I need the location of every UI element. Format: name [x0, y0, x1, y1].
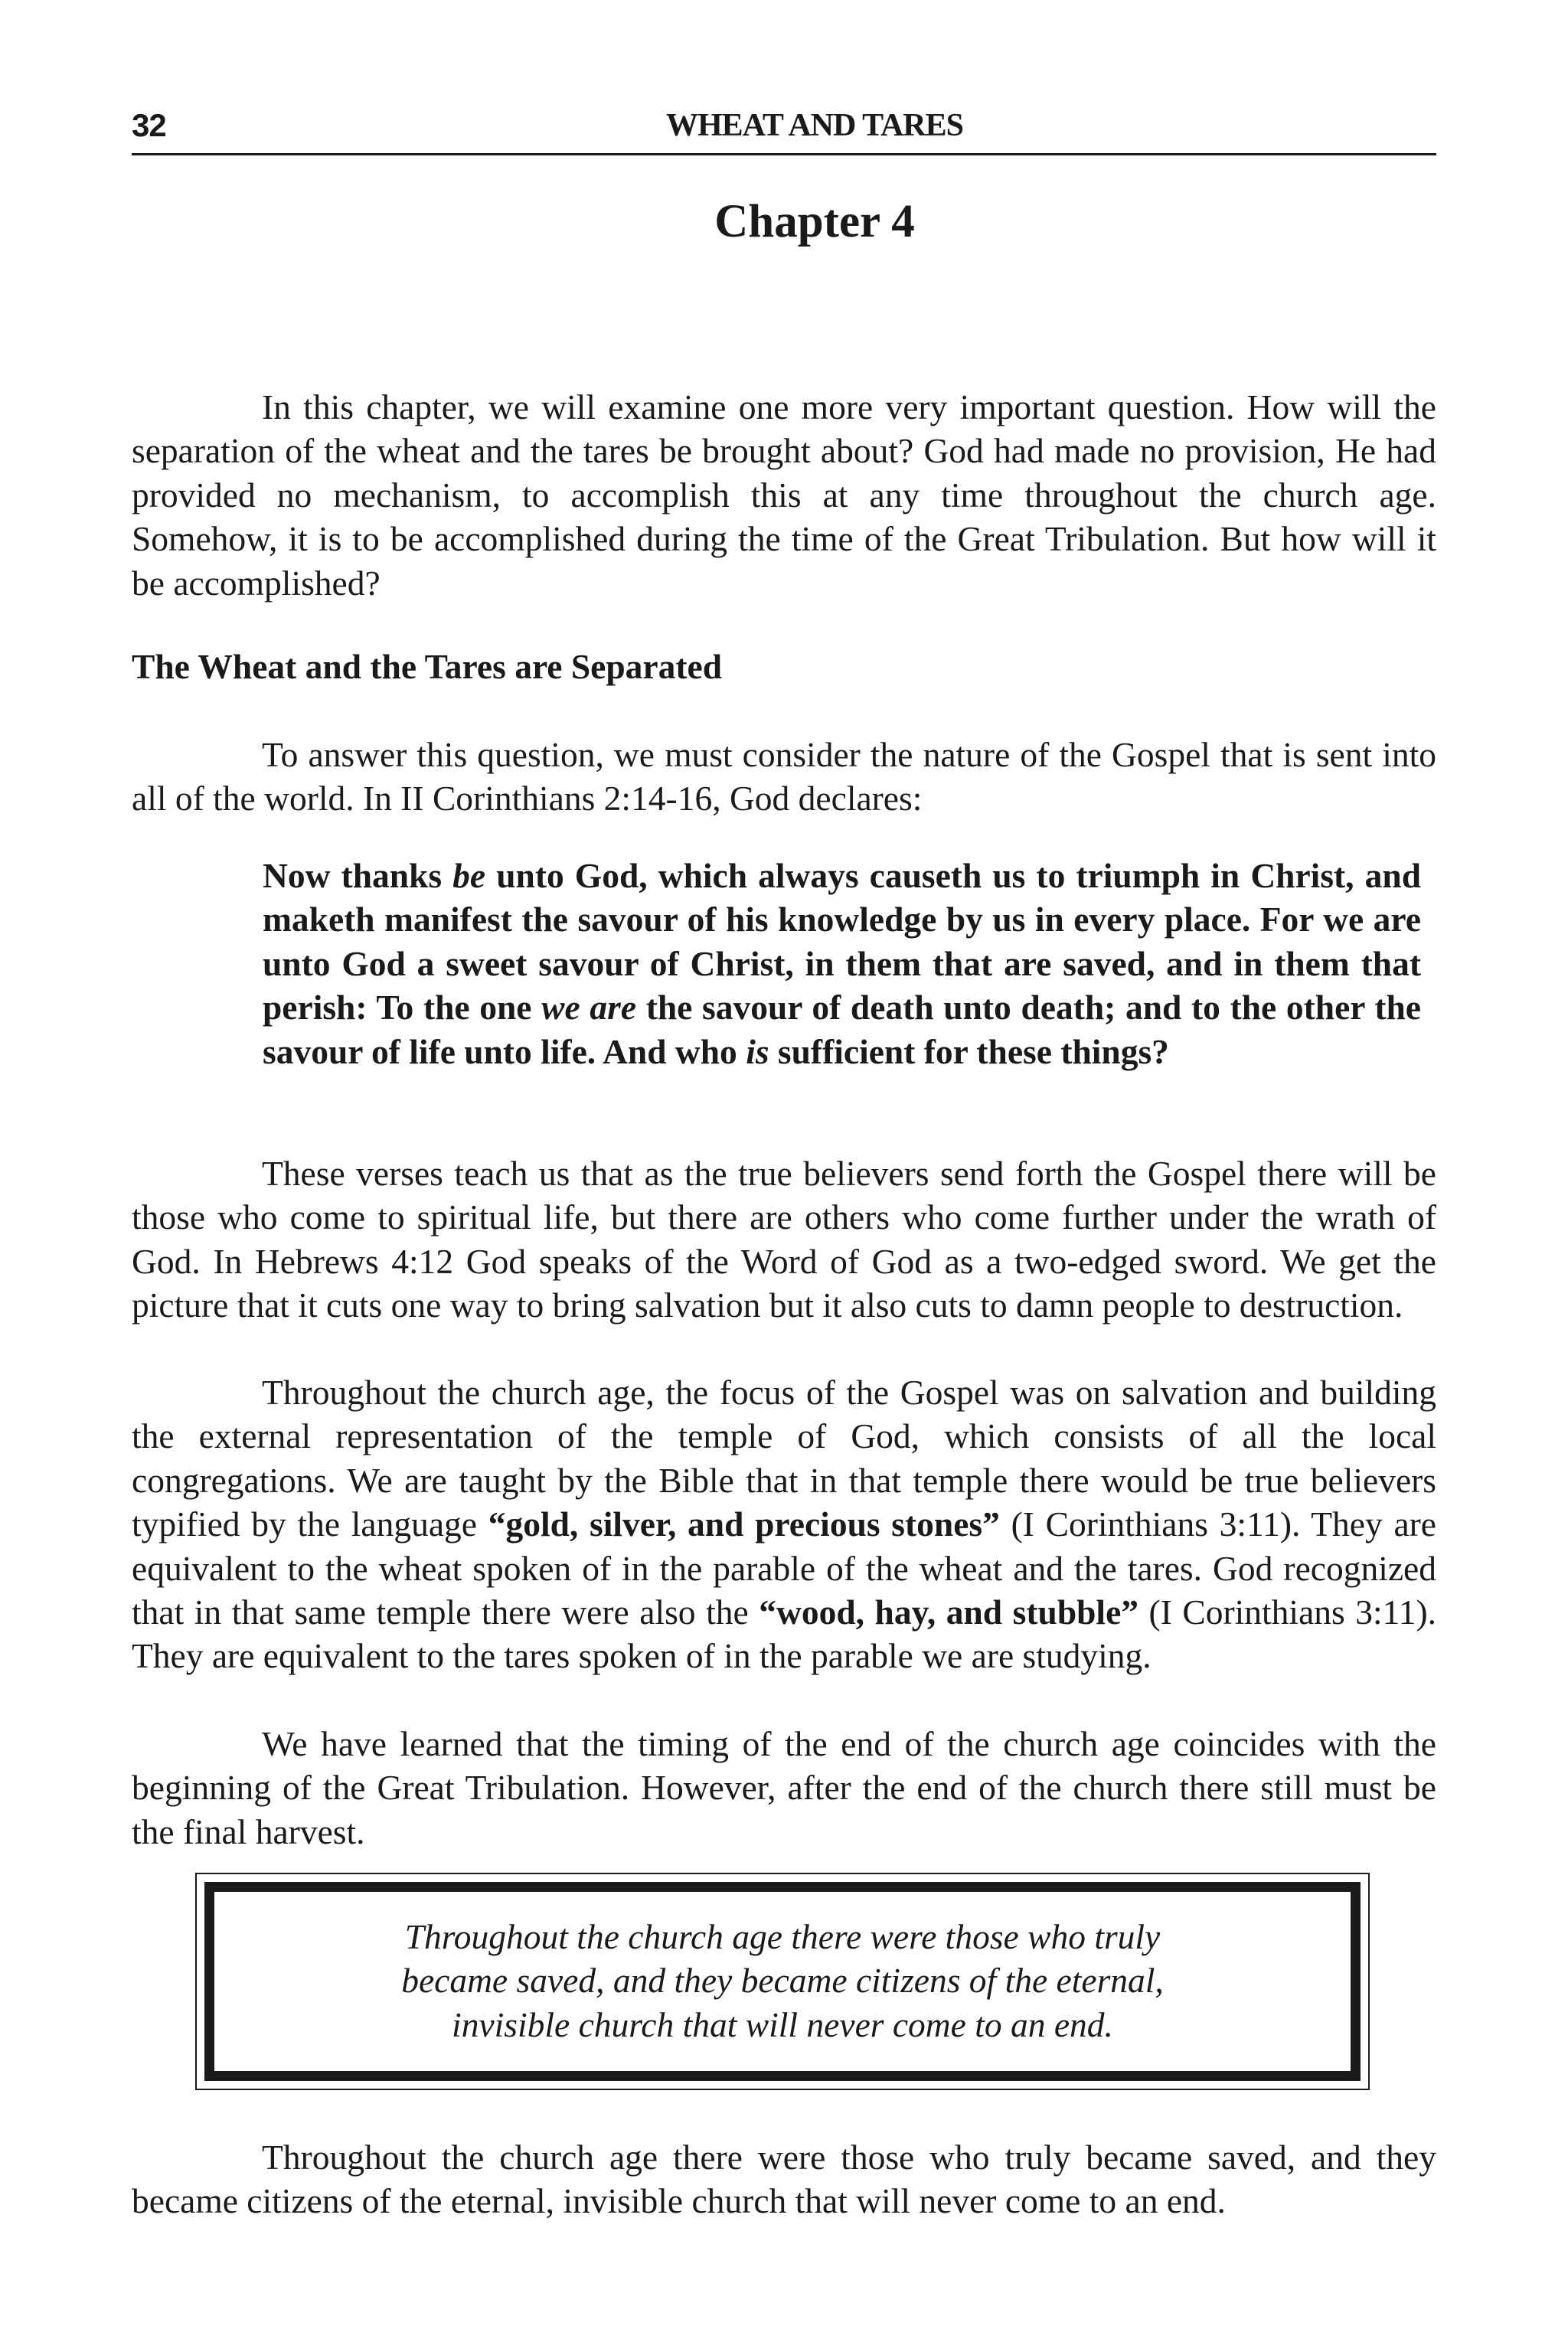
callout-text — [260, 1915, 1305, 2047]
callout-line: Throughout the church age there were those who truly — [404, 1917, 1161, 1956]
scripture-quote — [263, 854, 1421, 1073]
scripture-text: Now thanks — [263, 856, 453, 895]
page-number: 32 — [132, 107, 166, 143]
callout-line: became saved, and they became citizens of the eternal, — [401, 1961, 1164, 2001]
running-header — [132, 98, 1436, 155]
bold-quote: “gold, silver, and precious stones” — [488, 1504, 1000, 1544]
paragraph-text: Throughout the church age, the focus of the Gospel was on salvation and building the external representation of the temple of God, which consists of all the local congregations. We are taught by the Bible that in that temple there would be true believers typified by the language — [132, 1373, 1436, 1544]
paragraph-text: (I Corinthians 3:11). They are equivalent to the wheat spoken of in the parable of the wheat and the tares. God recognized that in that same temple there were also the — [132, 1504, 1436, 1632]
paragraph-text: (I Corinthians 3:11). They are equivalent to the tares spoken of in the parable we are studying. — [132, 1592, 1436, 1676]
callout-box — [195, 1873, 1370, 2090]
callout-line: invisible church that will never come to an end. — [452, 2004, 1113, 2044]
scripture-italic-word: we are — [541, 988, 637, 1027]
bold-quote: “wood, hay, and stubble” — [759, 1592, 1139, 1632]
scripture-text: unto God, which always causeth us to triumph in Christ, and maketh manifest the savour of his knowledge by us in every place. For we are unto God a sweet savour of Christ, in them that are saved, and in them that perish: To the one — [263, 856, 1421, 1027]
scripture-text: the savour of death unto death; and to the other the savour of life unto life. And who — [263, 988, 1421, 1071]
running-title: WHEAT AND TARES — [666, 108, 963, 143]
throughout-paragraph — [132, 1370, 1436, 1678]
scripture-italic-word: is — [746, 1031, 769, 1071]
answer-paragraph: To answer this question, we must consider the nature of the Gospel that is sent into all of the world. In II Corinthians 2:14-16, God declares: — [132, 735, 1436, 818]
final-paragraph: Throughout the church age there were those who truly became saved, and they became citizens of the eternal, invisible church that will never come to an end. — [132, 2138, 1436, 2221]
learned-paragraph: We have learned that the timing of the end of the church age coincides with the beginning of the Great Tribulation. However, after the end of the church there still must be the final harvest. — [132, 1724, 1436, 1851]
chapter-title: Chapter 4 — [714, 196, 915, 247]
scripture-text: sufficient for these things? — [769, 1031, 1169, 1071]
callout-border — [204, 1882, 1361, 2081]
section-heading: The Wheat and the Tares are Separated — [132, 647, 723, 686]
scripture-italic-word: be — [452, 856, 486, 895]
intro-paragraph: In this chapter, we will examine one more very important question. How will the separation of the wheat and the tares be brought about? God had made no provision, He had provided no mechanism, to accomplish this at any time throughout the church age. Somehow, it is to be accomplished during the time of the Great Tribulation. But how will it be accomplished? — [132, 387, 1436, 603]
verses-paragraph: These verses teach us that as the true believers send forth the Gospel there will be those who come to spiritual life, but there are others who come further under the wrath of God. In Hebrews 4:12 God speaks of the Word of God as a two-edged sword. We get the picture that it cuts one way to bring salvation but it also cuts to damn people to destruction. — [132, 1154, 1436, 1325]
